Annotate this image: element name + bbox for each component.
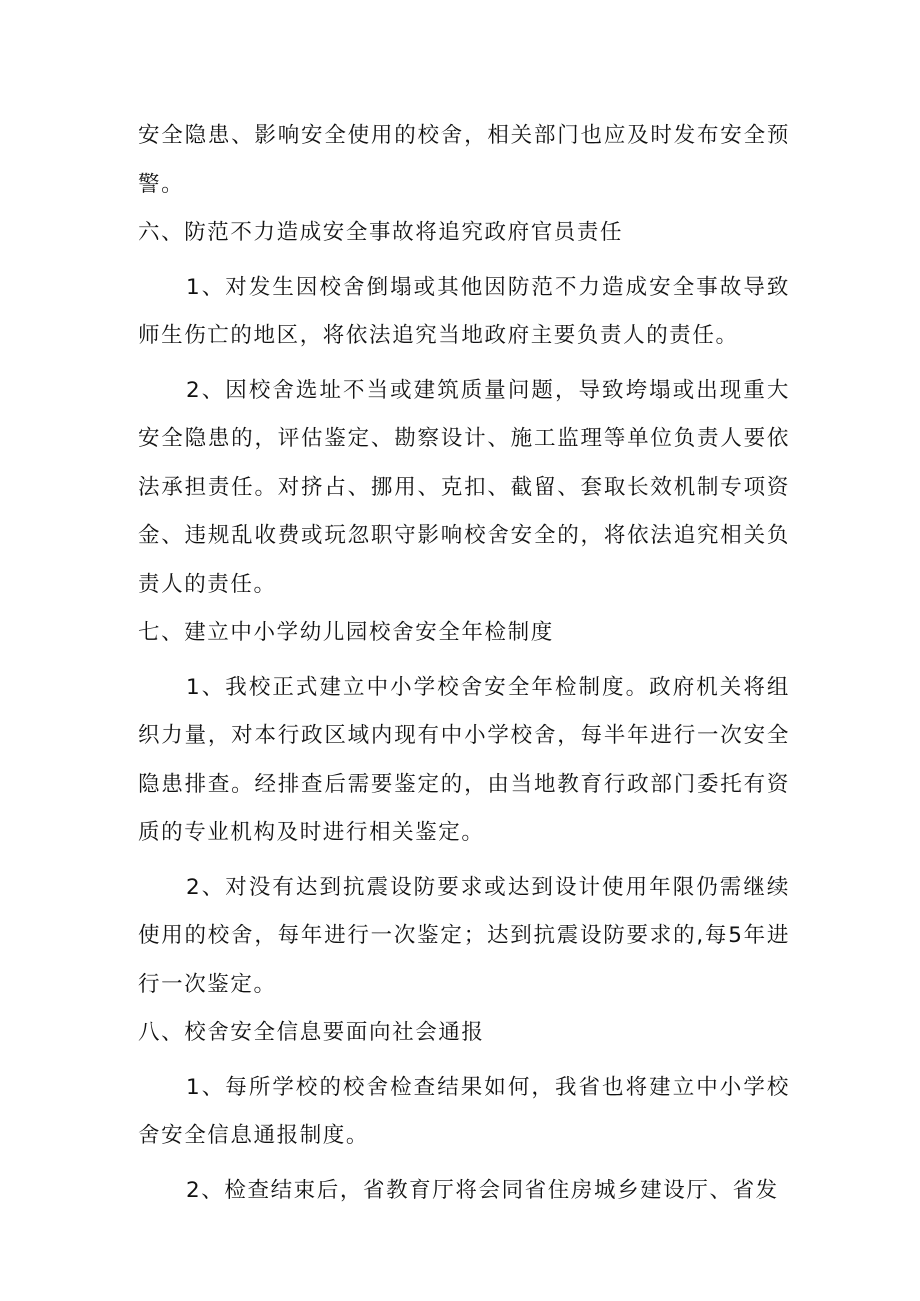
section-heading-eight: 八、校舍安全信息要面向社会通报 <box>138 1020 485 1045</box>
paragraph-seven-item-1: 1、我校正式建立中小学校舍安全年检制度。政府机关将组织力量，对本行政区域内现有中小学校舍，每半年进行一次安全隐患排查。经排查后需要鉴定的，由当地教育行政部门委托有资质的专业机构及时进行相关鉴定。 <box>138 674 790 845</box>
paragraph-seven-item-2: 2、对没有达到抗震设防要求或达到设计使用年限仍需继续使用的校舍，每年进行一次鉴定；达到抗震设防要求的,每5年进行一次鉴定。 <box>138 874 790 997</box>
section-heading-seven: 七、建立中小学幼儿园校舍安全年检制度 <box>138 620 554 645</box>
paragraph-eight-item-2: 2、检查结束后，省教育厅将会同省住房城乡建设厅、省发 <box>186 1177 779 1203</box>
paragraph-warning-continuation: 安全隐患、影响安全使用的校舍，相关部门也应及时发布安全预警。 <box>138 123 790 197</box>
paragraph-eight-item-1: 1、每所学校的校舍检查结果如何，我省也将建立中小学校舍安全信息通报制度。 <box>138 1074 790 1148</box>
paragraph-six-item-1: 1、对发生因校舍倒塌或其他因防范不力造成安全事故导致师生伤亡的地区，将依法追究当地政府主要负责人的责任。 <box>138 274 790 348</box>
document-body <box>138 112 790 1215</box>
paragraph-six-item-2: 2、因校舍选址不当或建筑质量问题，导致垮塌或出现重大安全隐患的，评估鉴定、勘察设计、施工监理等单位负责人要依法承担责任。对挤占、挪用、克扣、截留、套取长效机制专项资金、违规乱收费或玩忽职守影响校舍安全的，将依法追究相关负责人的责任。 <box>138 377 790 597</box>
section-heading-six: 六、防范不力造成安全事故将追究政府官员责任 <box>138 220 624 245</box>
